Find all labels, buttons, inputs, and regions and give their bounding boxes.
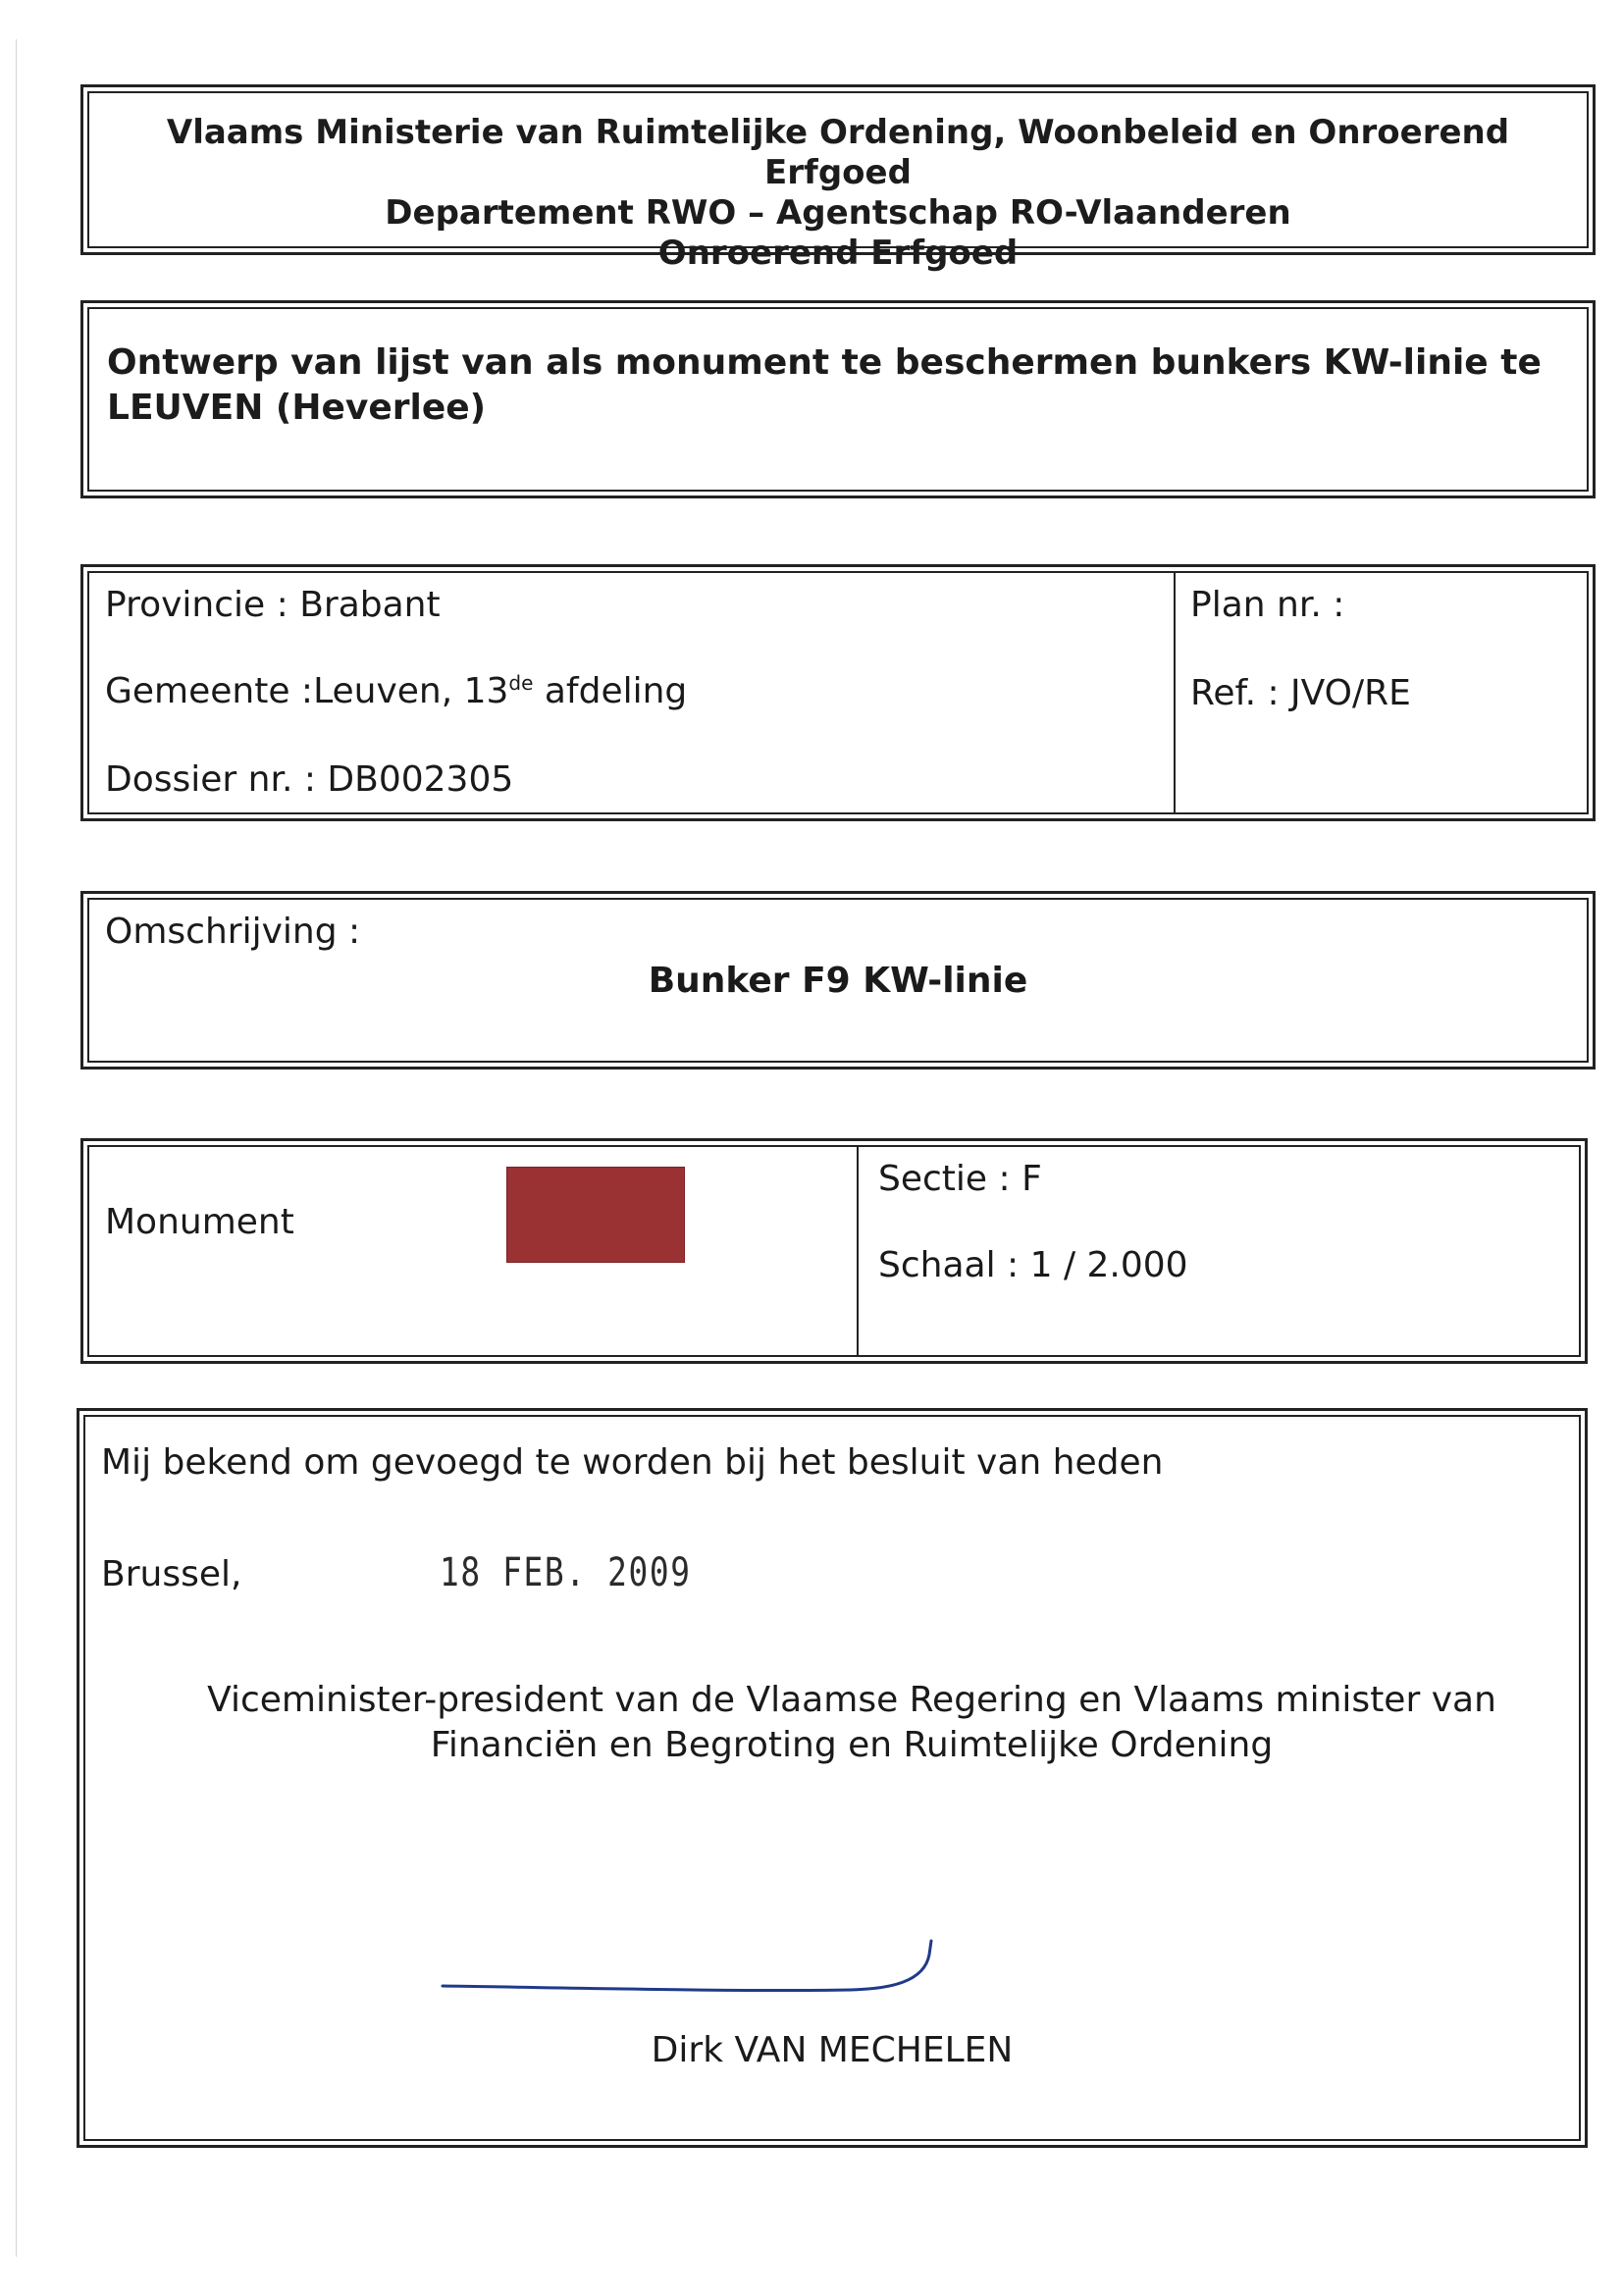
description-box xyxy=(80,891,1596,1070)
gemeente-field xyxy=(105,671,687,711)
document-title-line-2: LEUVEN (Heverlee) xyxy=(107,388,487,428)
plan-field: Plan nr. : xyxy=(1190,585,1345,625)
monument-box xyxy=(80,1138,1588,1364)
agency-header-box xyxy=(80,84,1596,273)
document-title-box xyxy=(80,300,1596,498)
signatory-role-line-1: Viceminister-president van de Vlaamse Regering en Vlaams minister van xyxy=(207,1680,1496,1720)
handwritten-signature xyxy=(439,1927,949,2006)
signatory-name: Dirk VAN MECHELEN xyxy=(651,2030,1014,2070)
gemeente-ordinal: de xyxy=(508,671,534,695)
approval-statement: Mij bekend om gevoegd te worden bij het besluit van heden xyxy=(101,1442,1164,1483)
ref-field: Ref. : JVO/RE xyxy=(1190,673,1411,713)
monument-legend-swatch xyxy=(506,1167,685,1263)
schaal-field: Schaal : 1 / 2.000 xyxy=(878,1245,1188,1285)
description-value: Bunker F9 KW-linie xyxy=(648,961,1028,1001)
agency-name: Onroerend Erfgoed xyxy=(657,234,1019,273)
scan-edge-line xyxy=(16,39,17,2257)
monument-column-divider xyxy=(857,1147,859,1355)
provincie-field: Provincie : Brabant xyxy=(105,585,441,625)
signoff-box xyxy=(77,1408,1588,2148)
dossier-field: Dossier nr. : DB002305 xyxy=(105,759,514,800)
info-column-divider xyxy=(1174,573,1176,812)
description-label: Omschrijving : xyxy=(105,912,361,952)
date-stamp: 18 FEB. 2009 xyxy=(440,1550,692,1595)
sectie-field: Sectie : F xyxy=(878,1159,1042,1199)
gemeente-suffix: afdeling xyxy=(533,671,688,711)
location-info-box xyxy=(80,564,1596,821)
monument-label: Monument xyxy=(105,1202,294,1242)
document-title-line-1: Ontwerp van lijst van als monument te beschermen bunkers KW-linie te xyxy=(107,342,1542,383)
ministry-name: Vlaams Ministerie van Ruimtelijke Ordening, Woonbeleid en Onroerend Erfgoed xyxy=(166,113,1510,192)
signatory-role-line-2: Financiën en Begroting en Ruimtelijke Ordening xyxy=(430,1725,1274,1765)
department-name: Departement RWO – Agentschap RO-Vlaanderen xyxy=(385,193,1291,233)
gemeente-text: Gemeente :Leuven, 13 xyxy=(105,671,509,711)
signing-place: Brussel, xyxy=(101,1554,242,1594)
